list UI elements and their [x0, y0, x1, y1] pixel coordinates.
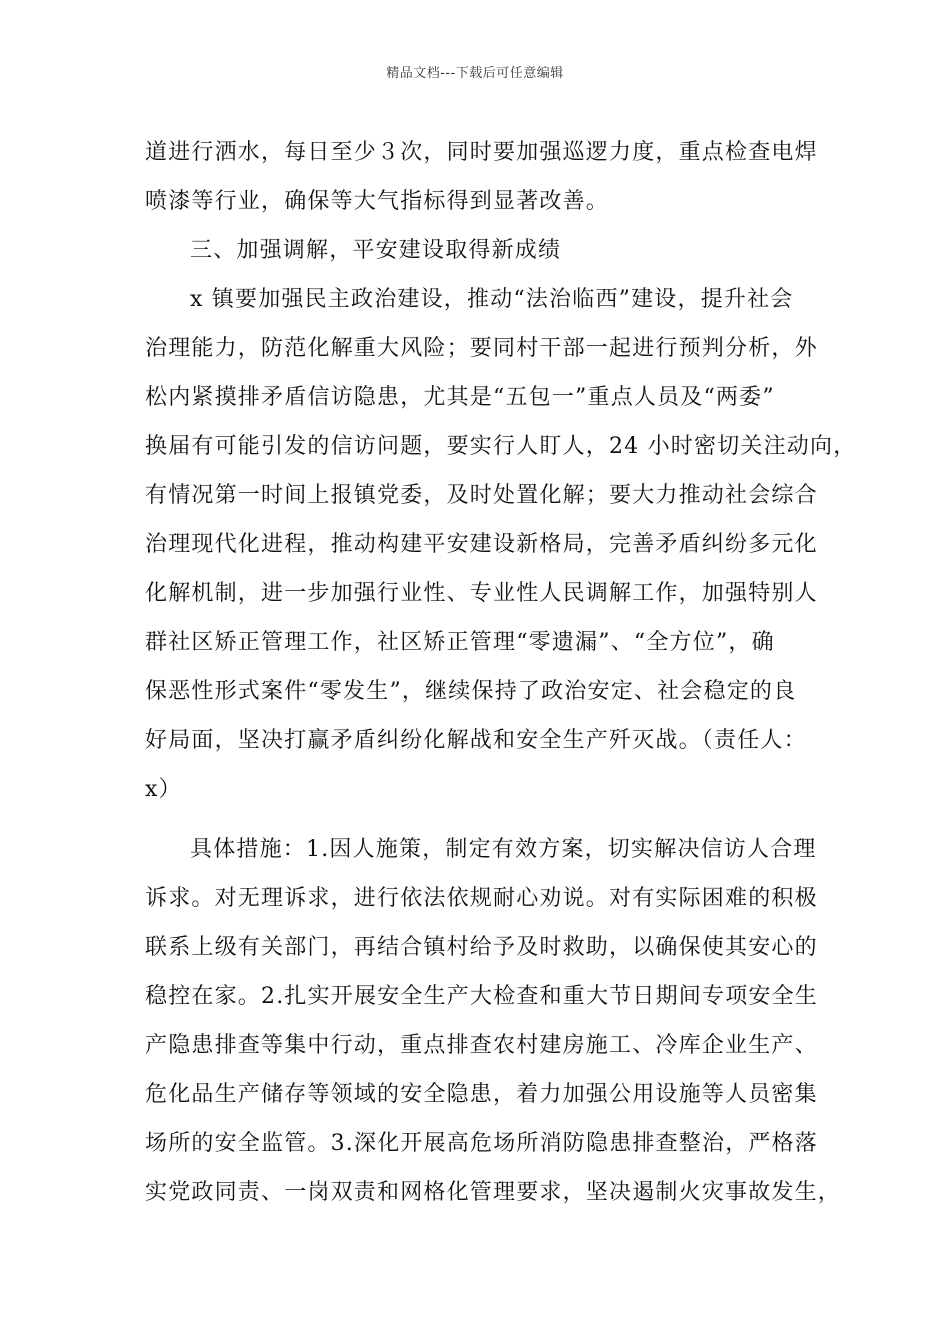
text-line: 好局面，坚决打赢矛盾纠纷化解战和安全生产歼灭战。（责任人： — [145, 728, 807, 753]
text-line: 稳控在家。2.扎实开展安全生产大检查和重大节日期间专项安全生 — [145, 984, 818, 1009]
text-line: 产隐患排查等集中行动，重点排查农村建房施工、冷库企业生产、 — [145, 1033, 818, 1058]
text-line: x） — [145, 777, 182, 802]
text-line: 换届有可能引发的信访问题，要实行人盯人，24 小时密切关注动向， — [145, 434, 857, 459]
page-header: 精品文档---下载后可任意编辑 — [386, 66, 564, 81]
text-line: 保恶性形式案件“零发生”，继续保持了政治安定、社会稳定的良 — [145, 679, 797, 704]
text-line: 危化品生产储存等领域的安全隐患，着力加强公用设施等人员密集 — [145, 1082, 818, 1107]
text-line: 具体措施：1.因人施策，制定有效方案，切实解决信访人合理 — [190, 837, 817, 862]
text-line: 群社区矫正管理工作，社区矫正管理“零遗漏”、“全方位”，确 — [145, 630, 775, 655]
text-line: 化解机制，进一步加强行业性、专业性人民调解工作，加强特别人 — [145, 581, 818, 606]
section-heading: 三、加强调解，平安建设取得新成绩 — [190, 238, 562, 263]
text-line: 场所的安全监管。3.深化开展高危场所消防隐患排查整治，严格落 — [145, 1131, 818, 1156]
text-line: x 镇要加强民主政治建设，推动“法治临西”建设，提升社会 — [190, 287, 794, 312]
text-line: 诉求。对无理诉求，进行依法依规耐心劝说。对有实际困难的积极 — [145, 886, 818, 911]
text-line: 治理现代化进程，推动构建平安建设新格局，完善矛盾纠纷多元化 — [145, 532, 818, 557]
text-line: 道进行洒水，每日至少３次，同时要加强巡逻力度，重点检查电焊 — [145, 140, 818, 165]
text-line: 治理能力，防范化解重大风险；要同村干部一起进行预判分析，外 — [145, 336, 818, 361]
text-line: 喷漆等行业，确保等大气指标得到显著改善。 — [145, 189, 610, 214]
text-line: 松内紧摸排矛盾信访隐患，尤其是“五包一”重点人员及“两委” — [145, 385, 775, 410]
text-line: 有情况第一时间上报镇党委，及时处置化解；要大力推动社会综合 — [145, 483, 818, 508]
text-line: 实党政同责、一岗双责和网格化管理要求，坚决遏制火灾事故发生， — [145, 1180, 842, 1205]
text-line: 联系上级有关部门，再结合镇村给予及时救助，以确保使其安心的 — [145, 935, 818, 960]
